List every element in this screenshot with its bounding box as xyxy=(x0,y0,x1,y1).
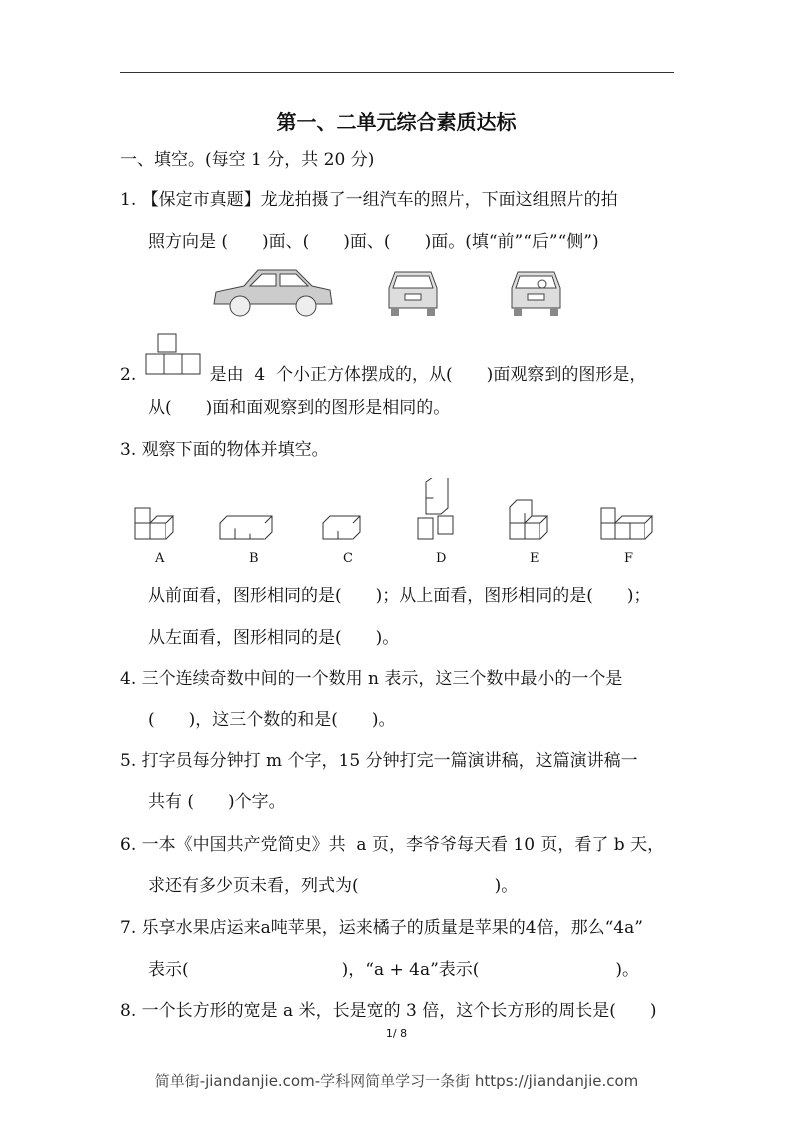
footer-watermark[interactable]: 简单街-jiandanjie.com-学科网简单学习一条街 https://jiandanjie.com xyxy=(154,1072,639,1090)
figure-c xyxy=(323,516,360,539)
figure-label: C xyxy=(343,551,353,566)
figure-label: D xyxy=(436,551,447,566)
question-line: 3. 观察下面的物体并填空。 xyxy=(120,440,329,460)
section-heading: 一、填空。(每空 1 分，共 20 分) xyxy=(120,150,375,170)
figure-label: F xyxy=(624,551,634,566)
question-line: ( )，这三个数的和是( )。 xyxy=(148,710,396,730)
figure-label: E xyxy=(530,551,540,566)
car-back-image xyxy=(385,268,441,320)
question-line: 1. 【保定市真题】龙龙拍摄了一组汽车的照片，下面这组照片的拍 xyxy=(120,190,618,210)
page-number: 1/ 8 xyxy=(385,1027,408,1040)
figure-label: A xyxy=(155,551,165,566)
cube-figures xyxy=(120,478,680,546)
page-title: 第一、二单元综合素质达标 xyxy=(276,110,517,134)
question-line: 从左面看，图形相同的是( )。 xyxy=(148,628,400,648)
question-line: 从( )面和面观察到的图形是相同的。 xyxy=(148,398,451,418)
question-line: 2. 是由 4 个小正方体摆成的，从( )面观察到的图形是， xyxy=(120,365,647,385)
question-line: 4. 三个连续奇数中间的一个数用 n 表示，这三个数中最小的一个是 xyxy=(120,669,623,689)
figure-label: B xyxy=(249,551,259,566)
question-line: 从前面看，图形相同的是( )；从上面看，图形相同的是( )； xyxy=(148,586,651,606)
question-line: 7. 乐享水果店运来a吨苹果，运来橘子的质量是苹果的4倍，那么“4a” xyxy=(120,918,643,938)
figure-b xyxy=(220,516,272,539)
question-line: 共有 ( )个字。 xyxy=(148,792,286,812)
header-rule xyxy=(120,72,674,73)
question-line: 照方向是 ( )面、( )面、( )面。(填“前”“后”“侧”) xyxy=(148,232,599,252)
figure-d xyxy=(418,478,453,539)
question-line: 求还有多少页未看，列式为( )。 xyxy=(148,876,519,896)
question-line: 8. 一个长方形的宽是 a 米，长是宽的 3 倍，这个长方形的周长是( ) xyxy=(120,1001,657,1021)
figure-f xyxy=(601,508,652,539)
car-side-image xyxy=(210,266,336,318)
question-line: 5. 打字员每分钟打 m 个字，15 分钟打完一篇演讲稿，这篇演讲稿一 xyxy=(120,751,638,771)
figure-e xyxy=(510,500,547,539)
figure-a xyxy=(135,508,173,539)
question-line: 6. 一本《中国共产党简史》共 a 页，李爷爷每天看 10 页，看了 b 天， xyxy=(120,835,665,855)
car-front-image xyxy=(508,268,564,320)
question-line: 表示( )，“a + 4a”表示( )。 xyxy=(148,960,640,980)
